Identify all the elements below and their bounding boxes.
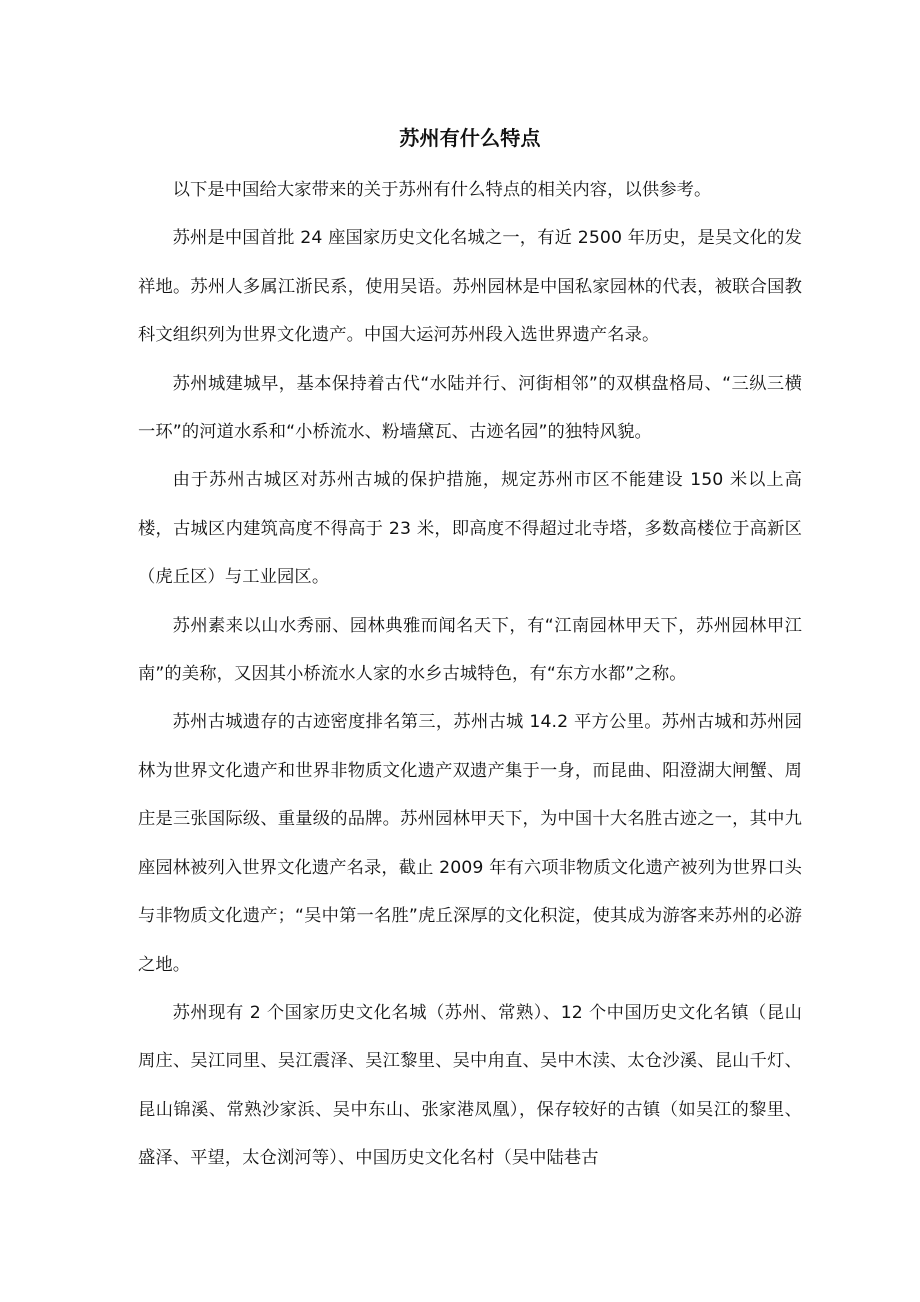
paragraph-building-height: 由于苏州古城区对苏州古城的保护措施，规定苏州市区不能建设 150 米以上高楼，古城区内建筑高度不得高于 23 米，即高度不得超过北寺塔，多数高楼位于高新区（虎丘区）与工业园区。 bbox=[138, 470, 802, 588]
document-title: 苏州有什么特点 bbox=[399, 126, 541, 150]
paragraph-city-layout: 苏州城建城早，基本保持着古代“水陆并行、河街相邻”的双棋盘格局、“三纵三横一环”的河道水系和“小桥流水、粉墙黛瓦、古迹名园”的独特风貌。 bbox=[138, 373, 802, 443]
paragraph-historic-towns: 苏州现有 2 个国家历史文化名城（苏州、常熟）、12 个中国历史文化名镇（昆山周庄、吴江同里、吴江震泽、吴江黎里、吴中甪直、吴中木渎、太仓沙溪、昆山千灯、昆山锦溪、常熟沙家浜、吴中东山、张家港凤凰），保存较好的古镇（如吴江的黎里、盛泽、平望，太仓浏河等）、中国历史文化名村（吴中陆巷古 bbox=[138, 1002, 802, 1169]
paragraph-intro: 以下是中国给大家带来的关于苏州有什么特点的相关内容，以供参考。 bbox=[172, 180, 712, 200]
paragraph-history: 苏州是中国首批 24 座国家历史文化名城之一，有近 2500 年历史，是吴文化的发祥地。苏州人多属江浙民系，使用吴语。苏州园林是中国私家园林的代表，被联合国教科文组织列为世界文化遗产。中国大运河苏州段入选世界遗产名录。 bbox=[138, 228, 802, 346]
paragraph-heritage: 苏州古城遗存的古迹密度排名第三，苏州古城 14.2 平方公里。苏州古城和苏州园林为世界文化遗产和世界非物质文化遗产双遗产集于一身，而昆曲、阳澄湖大闸蟹、周庄是三张国际级、重量级的品牌。苏州园林甲天下，为中国十大名胜古迹之一，其中九座园林被列入世界文化遗产名录，截止 2009 年有六项非物质文化遗产被列为世界口头与非物质文化遗产；“吴中第一名胜”虎丘深厚的文化积淀，使其成为游客来苏州的必游之地。 bbox=[138, 712, 802, 975]
document-body bbox=[138, 118, 802, 1183]
paragraph-reputation: 苏州素来以山水秀丽、园林典雅而闻名天下，有“江南园林甲天下，苏州园林甲江南”的美称，又因其小桥流水人家的水乡古城特色，有“东方水都”之称。 bbox=[138, 615, 802, 685]
